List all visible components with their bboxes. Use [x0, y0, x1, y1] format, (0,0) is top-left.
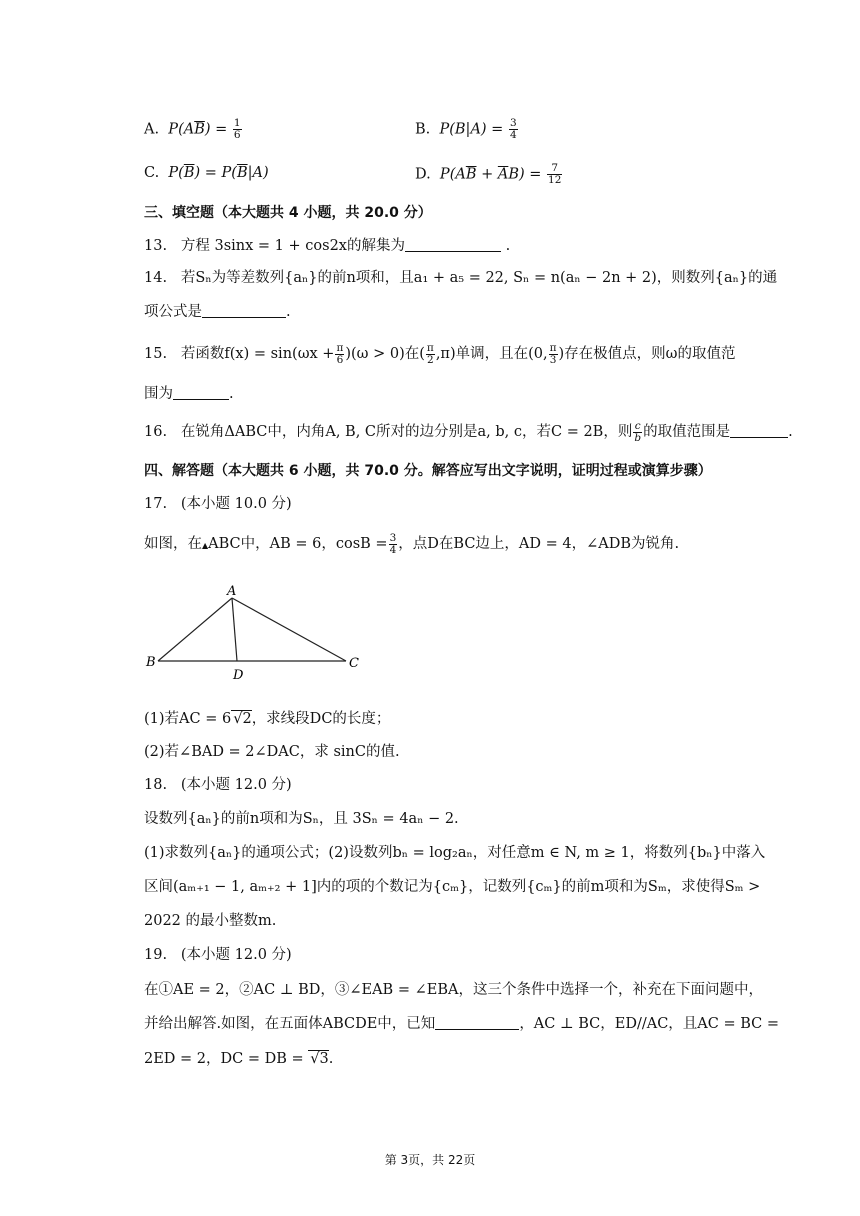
q15-frac-pi2: $\frac{\pi}{2}$ [426, 341, 434, 366]
q14-end: . [286, 304, 291, 320]
q19-condition-blank[interactable] [435, 1014, 519, 1030]
question-19-header [144, 945, 292, 965]
q15-frac-pi6: $\frac{\pi}{6}$ [336, 341, 344, 366]
q19-radicand: 3 [319, 1051, 329, 1067]
vertex-c-label: C [349, 656, 359, 671]
q19-number: 19. [144, 947, 168, 963]
q13-answer-blank[interactable] [405, 236, 501, 252]
q15-frac-pi3: $\frac{\pi}{3}$ [549, 341, 557, 366]
q17-stem-c: ，点D在BC边上，AD = 4，∠ADB为锐角. [398, 536, 680, 552]
question-19-line2 [144, 1014, 779, 1034]
question-18-line2: (1)求数列{aₙ}的通项公式；(2)设数列bₙ = log₂aₙ，对任意m ∈ N, m ≥ 1，将数列{bₙ}中落入 [144, 845, 766, 861]
question-18-stem: 设数列{aₙ}的前n项和为Sₙ，且 3Sₙ = 4aₙ − 2. [144, 811, 459, 827]
q17-part1-b: ，求线段DC的长度； [251, 711, 391, 727]
option-a-label: A. [144, 121, 160, 138]
q15-text-a: 若函数f(x) = sin(ωx + [180, 346, 335, 362]
side-ac [232, 598, 346, 661]
q19-line3-end: . [328, 1051, 334, 1067]
q15-number: 15. [144, 346, 168, 362]
q17-part1-a: (1)若AC = 6 [144, 711, 232, 727]
option-a [144, 118, 243, 141]
option-d-label: D. [415, 166, 431, 183]
question-14-line2 [144, 302, 291, 322]
section-solve-heading: 四、解答题（本大题共 6 小题，共 70.0 分。解答应写出文字说明，证明过程或演算步骤） [144, 463, 712, 479]
q17-number: 17. [144, 496, 168, 512]
question-13 [144, 236, 510, 256]
question-17-stem [144, 531, 679, 559]
option-d [415, 163, 563, 186]
question-17-part2: (2)若∠BAD = 2∠DAC，求 sinC的值. [144, 744, 400, 760]
option-c-expr: $P(\overline{B}) = P(\overline{B}|A)$ [163, 165, 269, 181]
q13-end: . [505, 238, 511, 254]
q15-text-b: )(ω > 0)在( [345, 346, 425, 362]
q17-part1-radicand: 2 [242, 711, 252, 727]
triangle-icon: ▲ [202, 541, 209, 550]
question-14-line1 [144, 268, 777, 288]
question-19-line1: 在①AE = 2，②AC ⊥ BD，③∠EAB = ∠EBA，这三个条件中选择一个，补充在下面问题中， [144, 982, 763, 998]
option-a-expr: $P(A\overline{B})$ = [163, 121, 232, 138]
option-d-frac: $\frac{7}{12}$ [548, 162, 562, 186]
question-15-line2 [144, 384, 234, 404]
q15-text-2: 围为 [144, 386, 173, 402]
page-footer: 第 3页，共 22页 [384, 1153, 476, 1167]
question-17-header [144, 494, 292, 514]
question-15-line1 [144, 342, 736, 366]
triangle-figure [140, 580, 370, 685]
point-d-label: D [233, 668, 244, 683]
side-ab [158, 598, 232, 661]
q16-frac-cb: $\frac{c}{b}$ [634, 419, 642, 444]
q17-frac-34: $\frac{3}{4}$ [389, 531, 397, 556]
q13-text: 方程 3sinx = 1 + cos2x的解集为 [180, 238, 405, 254]
question-19-line3 [144, 1049, 333, 1069]
q15-end: . [229, 386, 234, 402]
option-b-label: B. [415, 121, 431, 138]
question-18-line3: 区间(aₘ₊₁ − 1, aₘ₊₂ + 1]内的项的个数记为{cₘ}，记数列{cₘ}的前m项和为Sₘ，求使得Sₘ > [144, 879, 761, 895]
option-c-label: C. [144, 165, 160, 181]
q15-text-d: )存在极值点，则ω的取值范 [558, 346, 736, 362]
q16-end: . [788, 424, 793, 440]
q14-text: 若Sₙ为等差数列{aₙ}的前n项和，且a₁ + a₅ = 22, Sₙ = n(aₙ − 2n + 2)，则数列{aₙ}的通 [180, 270, 778, 286]
option-a-frac: $\frac{1}{6}$ [233, 117, 241, 141]
option-b [415, 118, 519, 141]
q16-number: 16. [144, 424, 168, 440]
q15-answer-blank[interactable] [173, 384, 229, 400]
option-d-expr: $P(A\overline{B} + \overline{A}B)$ = [435, 166, 547, 183]
q19-line3-a: 2ED = 2，DC = DB = [144, 1051, 304, 1067]
segment-ad [232, 598, 237, 661]
q19-line2-a: 并给出解答.如图，在五面体ABCDE中，已知 [144, 1016, 436, 1032]
q14-number: 14. [144, 270, 168, 286]
q17-part1-radical: √2 [233, 711, 252, 727]
q16-text-b: 的取值范围是 [643, 424, 731, 440]
q14-answer-blank[interactable] [202, 302, 286, 318]
q15-text-c: ,π)单调，且在(0, [435, 346, 548, 362]
question-18-header [144, 775, 292, 795]
q16-answer-blank[interactable] [730, 422, 788, 438]
q17-stem-a: 如图，在 [144, 536, 202, 552]
option-c [144, 163, 269, 183]
q18-score: (本小题 12.0 分) [180, 777, 292, 793]
option-b-frac: $\frac{3}{4}$ [509, 117, 517, 141]
vertex-a-label: A [227, 584, 237, 599]
question-17-part1 [144, 709, 390, 729]
question-16 [144, 420, 793, 444]
q18-number: 18. [144, 777, 168, 793]
section-fill-heading: 三、填空题（本大题共 4 小题，共 20.0 分） [144, 205, 432, 221]
option-b-expr: P(B|A) = [434, 121, 508, 138]
q17-score: (本小题 10.0 分) [180, 496, 292, 512]
q19-score: (本小题 12.0 分) [180, 947, 292, 963]
q13-number: 13. [144, 238, 168, 254]
q14-text-2: 项公式是 [144, 304, 202, 320]
q17-stem-b: ABC中，AB = 6，cosB = [208, 536, 388, 552]
q19-radical: √3 [310, 1051, 329, 1067]
q16-text-a: 在锐角ΔABC中，内角A, B, C所对的边分别是a, b, c，若C = 2B，则 [180, 424, 633, 440]
q19-line2-b: ，AC ⊥ BC，ED//AC，且AC = BC = [519, 1016, 780, 1032]
vertex-b-label: B [146, 655, 156, 670]
question-18-line4: 2022 的最小整数m. [144, 913, 277, 929]
